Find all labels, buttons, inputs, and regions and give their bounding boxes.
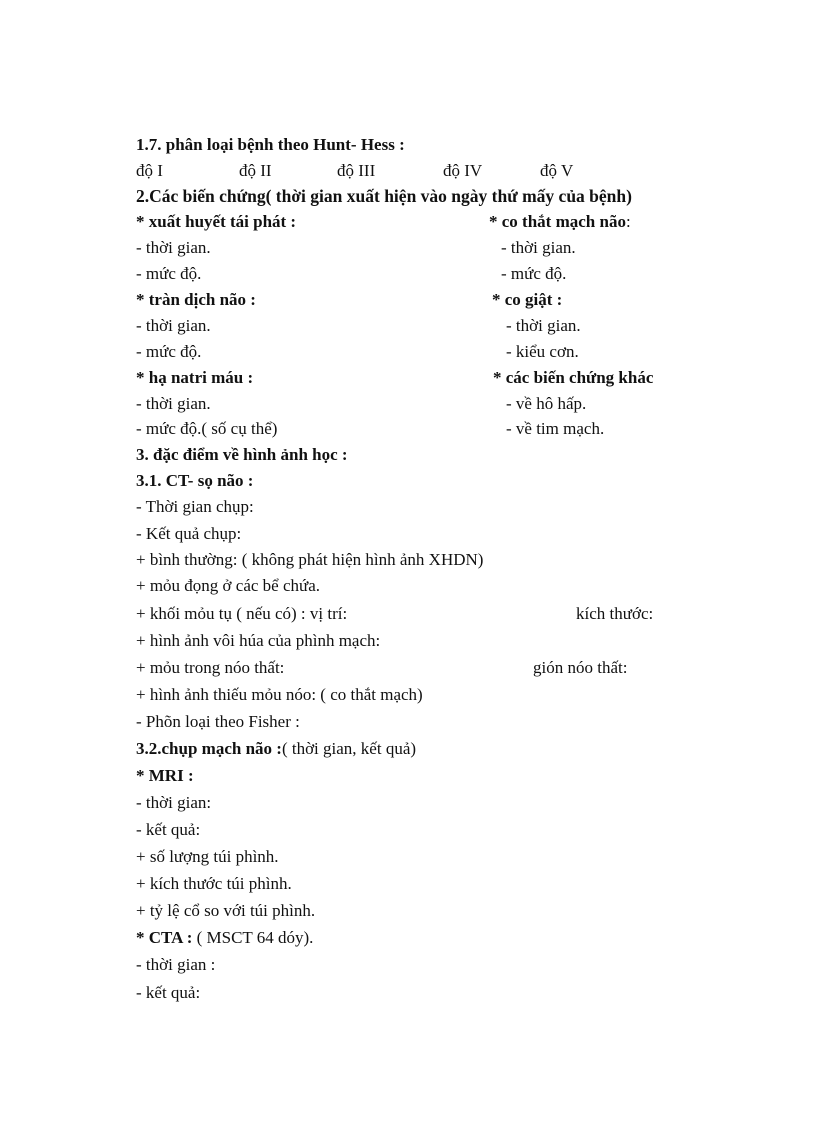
- cta-line: - thời gian :: [136, 955, 216, 974]
- cta-title: [136, 928, 313, 948]
- ct-ventricle-line: + mỏu trong nóo thất:: [136, 658, 285, 677]
- grade-2: độ II: [239, 161, 272, 180]
- complication-heading-rest: :: [625, 212, 631, 231]
- complication-heading: [493, 368, 653, 388]
- complication-item: - thời gian.: [501, 238, 576, 257]
- complication-heading: [489, 212, 631, 232]
- mri-line: + kích thước túi phình.: [136, 874, 292, 893]
- ct-line: + hình ảnh thiếu mỏu nóo: ( co thắt mạch): [136, 685, 423, 704]
- ct-ventricle-dilation: gión nóo thất:: [533, 658, 628, 677]
- ct-line: - Kết quả chụp:: [136, 524, 242, 543]
- grade-4: độ IV: [443, 161, 483, 180]
- cta-title-bold: * CTA :: [136, 928, 193, 947]
- ct-title: 3.1. CT- sọ não :: [136, 471, 254, 490]
- cta-title-rest: ( MSCT 64 dóy).: [192, 928, 314, 947]
- complication-item: - về hô hấp.: [506, 394, 587, 413]
- ct-line: - Thời gian chụp:: [136, 497, 254, 516]
- mri-line: - kết quả:: [136, 820, 201, 839]
- complication-heading-bold: * co giật :: [492, 290, 563, 309]
- mri-line: - thời gian:: [136, 793, 212, 812]
- section-2-title: 2.Các biến chứng( thời gian xuất hiện vào ngày thứ mấy của bệnh): [136, 186, 632, 206]
- grade-1: độ I: [136, 161, 163, 180]
- ct-line: + bình thường: ( không phát hiện hình ảnh XHDN): [136, 550, 484, 569]
- complication-item: - mức độ.: [136, 342, 202, 361]
- complication-heading: * xuất huyết tái phát :: [136, 212, 297, 231]
- complication-heading-bold: * co thắt mạch não: [489, 212, 626, 231]
- section-1-7-title: 1.7. phân loại bệnh theo Hunt- Hess :: [136, 135, 405, 154]
- grade-3: độ III: [337, 161, 376, 180]
- grade-5: độ V: [540, 161, 574, 180]
- angio-title-rest: ( thời gian, kết quả): [281, 739, 417, 758]
- angio-title-bold: 3.2.chụp mạch não :: [136, 739, 282, 758]
- complication-heading-bold: * các biến chứng khác: [493, 368, 654, 387]
- complication-item: - mức độ.: [136, 264, 202, 283]
- complication-heading: * tràn dịch não :: [136, 290, 256, 309]
- complication-item: - mức độ.( số cụ thể): [136, 419, 278, 438]
- complication-item: - mức độ.: [501, 264, 567, 283]
- ct-line: + hình ảnh vôi húa của phình mạch:: [136, 631, 381, 650]
- ct-hematoma-line: + khối mỏu tụ ( nếu có) : vị trí:: [136, 604, 348, 623]
- mri-line: + tỷ lệ cổ so với túi phình.: [136, 901, 316, 920]
- angio-title: [136, 739, 416, 759]
- ct-hematoma-size: kích thước:: [576, 604, 654, 623]
- ct-line: + mỏu đọng ở các bể chứa.: [136, 576, 321, 595]
- ct-line: - Phõn loại theo Fisher :: [136, 712, 300, 731]
- section-3-title: 3. đặc điểm về hình ảnh học :: [136, 445, 348, 464]
- complication-item: - kiểu cơn.: [506, 342, 579, 361]
- mri-title: * MRI :: [136, 766, 194, 785]
- complication-item: - thời gian.: [136, 238, 211, 257]
- complication-heading: [492, 290, 562, 310]
- complication-item: - thời gian.: [136, 394, 211, 413]
- complication-heading: * hạ natri máu :: [136, 368, 254, 387]
- complication-item: - về tim mạch.: [506, 419, 605, 438]
- complication-item: - thời gian.: [506, 316, 581, 335]
- cta-line: - kết quả:: [136, 983, 201, 1002]
- complication-item: - thời gian.: [136, 316, 211, 335]
- mri-line: + số lượng túi phình.: [136, 847, 279, 866]
